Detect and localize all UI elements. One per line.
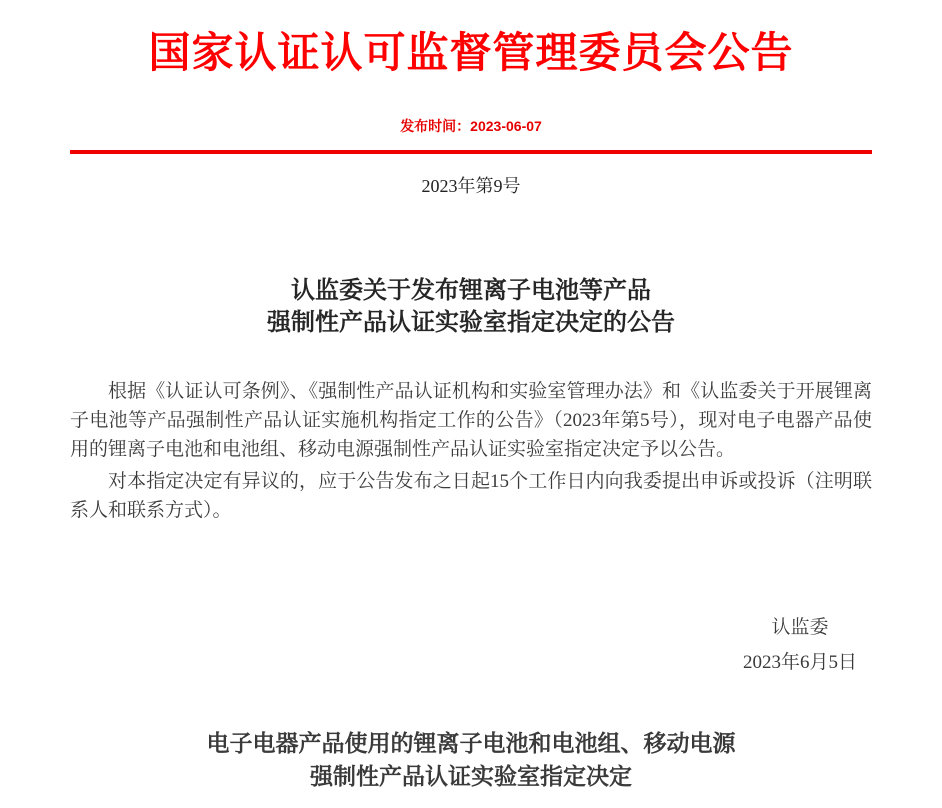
paragraph-objection: 对本指定决定有异议的，应于公告发布之日起15个工作日内向我委提出申诉或投诉（注明联系人和联系方式）。 — [70, 471, 872, 521]
publish-time: 发布时间：2023-06-07 — [400, 118, 542, 134]
signature-date: 2023年6月5日 — [742, 652, 857, 673]
signature-block — [0, 610, 942, 680]
attachment-title-line2: 强制性产品认证实验室指定决定 — [310, 763, 632, 789]
attachment-title — [0, 727, 942, 793]
page-title: 国家认证认可监督管理委员会公告 — [148, 29, 794, 76]
signature-inner — [743, 610, 857, 680]
notice-body — [70, 377, 872, 525]
paragraph-legal-basis: 根据《认证认可条例》、《强制性产品认证机构和实验室管理办法》和《认监委关于开展锂离子电池等产品强制性产品认证实施机构指定工作的公告》（2023年第5号），现对电子电器产品使用的锂离子电池和电池组、移动电源强制性产品认证实验室指定决定予以公告。 — [70, 381, 872, 460]
signature-org: 认监委 — [771, 617, 829, 638]
red-divider — [70, 150, 872, 154]
notice-title — [0, 275, 942, 339]
attachment-title-line1: 电子电器产品使用的锂离子电池和电池组、移动电源 — [206, 730, 736, 756]
issue-number: 2023年第9号 — [421, 176, 521, 196]
notice-title-line2: 强制性产品认证实验室指定决定的公告 — [267, 309, 675, 336]
notice-title-line1: 认监委关于发布锂离子电池等产品 — [291, 277, 651, 304]
